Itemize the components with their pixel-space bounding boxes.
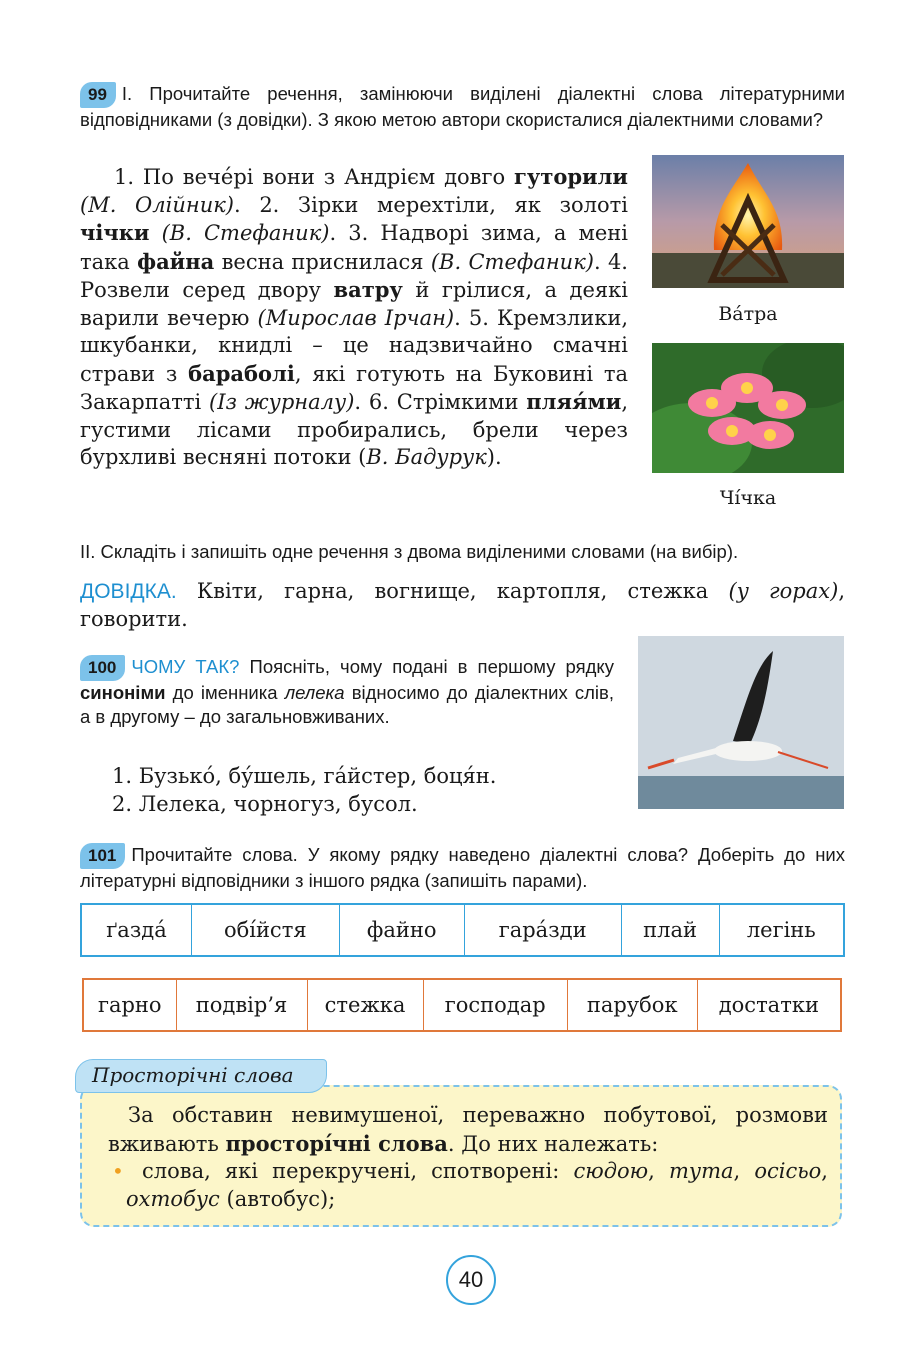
word-cell: подвір’я [176, 979, 307, 1031]
word-cell: легінь [719, 904, 844, 956]
help-block [80, 578, 845, 633]
rule-bullet: • слова, які перекручені, спотворені: сюдою, тута, осісьо, охтобус (автобус); [112, 1159, 828, 1211]
flower-photo [652, 343, 844, 473]
task-100-line-2: 2. Лелека, чорногуз, бусол. [112, 792, 418, 816]
task-100-text-b: до іменника [172, 682, 278, 703]
help-tail: , говорити. [80, 579, 845, 631]
word-cell: достатки [697, 979, 841, 1031]
help-italic: (у горах) [728, 579, 839, 603]
task-101-instruction [80, 843, 845, 893]
task-99-sentences: 1. По вече́рі вони з Андрієм довго гуторили (М. Олійник). 2. Зірки мерехтіли, як золоті чічки (В. Стефаник). 3. Надворі зима, а мені така файна весна приснилася (В. Стефаник). 4. Розвели серед двору ватру й грілися, а деякі варили вечерю (Мирослав Ірчан). 5. Кремзлики, шкубанки, книдлі – це надзвичайно смачні страви з бараболі, які готують на Буковині та Закарпатті (Із журналу). 6. Стрімкими пляя́ми, густими лісами пробирались, брели через бурхливі весняні потоки (В. Бадурук). [80, 164, 629, 469]
word-cell: обі́йстя [191, 904, 339, 956]
bonfire-caption: Ва́тра [718, 303, 778, 325]
task-100-italic: лелека [284, 682, 345, 703]
page-number: 40 [446, 1255, 496, 1305]
task-number-badge: 100 [80, 655, 125, 681]
stork-photo [638, 636, 844, 809]
example-word: тута [668, 1159, 734, 1183]
bullet-tail: (автобус); [226, 1186, 336, 1211]
help-label: ДОВІДКА. [80, 580, 177, 603]
literary-words-table [82, 978, 842, 1032]
flower-caption: Чі́чка [719, 487, 777, 509]
task-100-line-1: 1. Бузько́, бу́шель, га́йстер, боця́н. [112, 764, 497, 788]
example-word: сюдою [573, 1159, 649, 1183]
rule-text-tail: . До них належать: [447, 1131, 659, 1156]
task-100-text-c: відносимо до діалектних слів, а в другому – до загальновживаних. [80, 682, 615, 727]
task-100-bold: синоніми [80, 682, 166, 703]
example-word: охтобус [126, 1186, 220, 1211]
task-number-badge: 101 [80, 843, 125, 869]
dialect-words-table [80, 903, 845, 957]
word-cell: стежка [307, 979, 423, 1031]
word-cell: парубок [567, 979, 697, 1031]
bullet-icon: • [112, 1159, 124, 1183]
help-text: Квіти, гарна, вогнище, картопля, стежка [196, 579, 709, 603]
word-cell: гарно [97, 993, 162, 1017]
word-cell: ґазда́ [106, 918, 167, 942]
rule-text: За обставин невимушеної, переважно побутової, розмови вживають [108, 1103, 828, 1156]
rule-paragraph [108, 1102, 828, 1158]
task-99-intro: I. Прочитайте речення, замінюючи виділені діалектні слова літературними відповідниками (з довідки). З якою метою автори скористалися діалектними словами? [80, 83, 845, 130]
rule-tag: Просторічні слова [75, 1059, 327, 1093]
why-label: ЧОМУ ТАК? [131, 656, 240, 677]
task-101-text: Прочитайте слова. У якому рядку наведено діалектні слова? Доберіть до них літературні відповідники з іншого рядка (запишіть парами). [80, 844, 845, 891]
task-100-text: Поясніть, чому подані в першому рядку [249, 656, 614, 677]
example-word: осісьо [754, 1159, 822, 1183]
task-99-instruction [80, 82, 845, 132]
task-99-part2: II. Складіть і запишіть одне речення з двома виділеними словами (на вибір). [80, 541, 739, 562]
task-number-badge: 99 [80, 82, 116, 108]
rule-bold-term: просторі́чні слова [225, 1130, 448, 1156]
word-cell: файно [339, 904, 464, 956]
word-cell: гара́зди [464, 904, 621, 956]
word-cell: плай [621, 904, 719, 956]
task-100-instruction [80, 655, 614, 729]
bullet-text: слова, які перекручені, спотворені: [142, 1159, 560, 1183]
word-cell: господар [423, 979, 567, 1031]
bonfire-photo [652, 155, 844, 288]
